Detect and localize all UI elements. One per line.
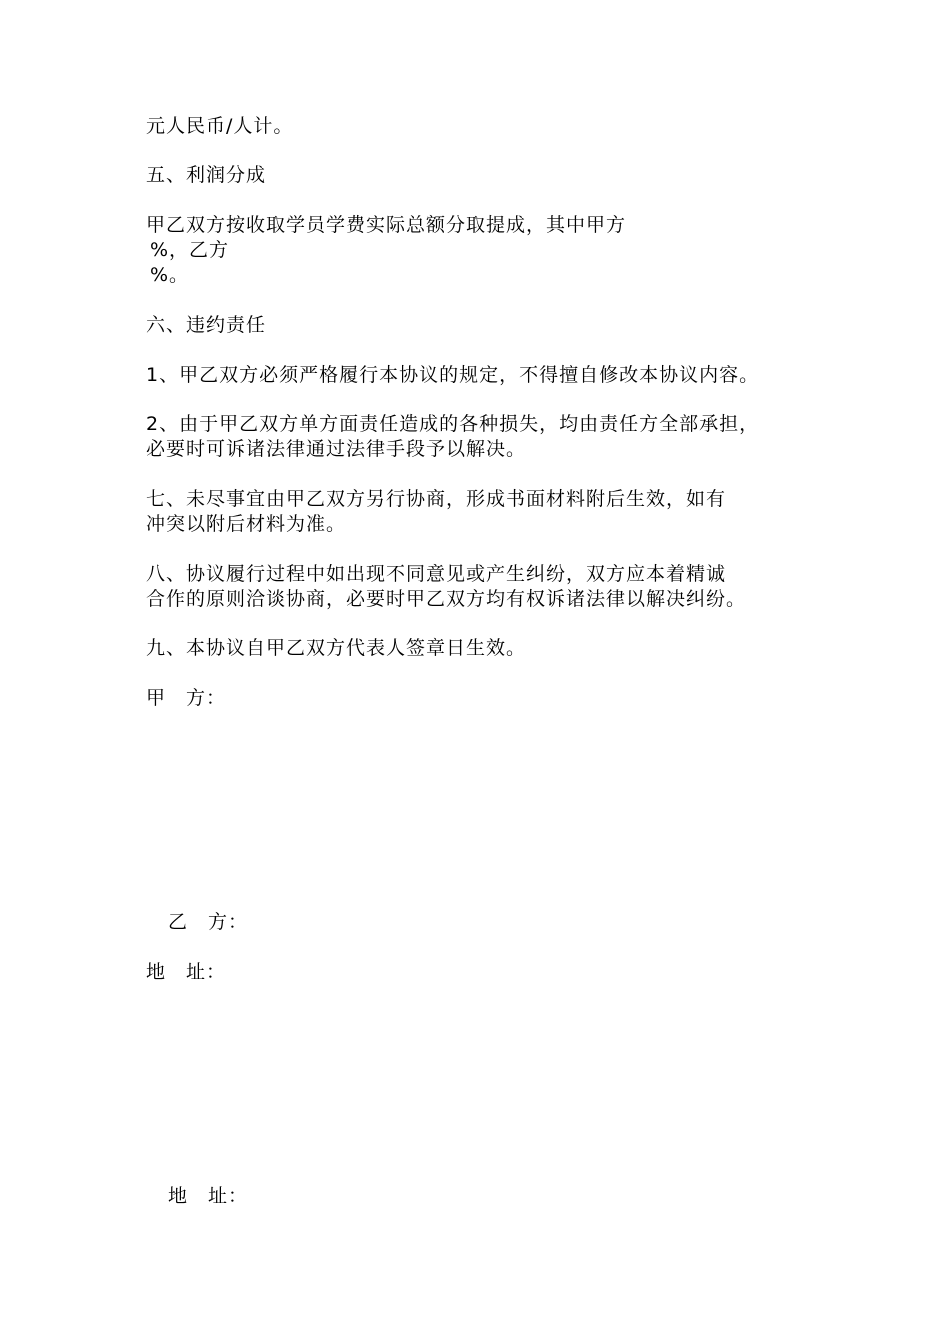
section-five-heading: 五、利润分成 — [146, 164, 267, 186]
fee-unit-line: 元人民币/人计。 — [146, 115, 294, 137]
liability-clause-2: 2、由于甲乙双方单方面责任造成的各种损失，均由责任方全部承担， — [146, 413, 760, 435]
party-a-address-label: 地 址： — [146, 961, 227, 983]
profit-share-end: %。 — [150, 264, 190, 286]
section-six-heading: 六、违约责任 — [146, 314, 267, 336]
liability-clause-1: 1、甲乙双方必须严格履行本协议的规定，不得擅自修改本协议内容。 — [146, 364, 760, 386]
section-eight: 八、协议履行过程中如出现不同意见或产生纠纷，双方应本着精诚 — [146, 563, 727, 585]
section-nine: 九、本协议自甲乙双方代表人签章日生效。 — [146, 637, 527, 659]
profit-share-party-b: %，乙方 — [150, 239, 230, 261]
section-seven: 七、未尽事宜由甲乙双方另行协商，形成书面材料附后生效，如有 — [146, 488, 727, 510]
party-b-address-label: 地 址： — [168, 1185, 249, 1207]
party-a-label: 甲 方： — [146, 687, 227, 709]
party-b-label: 乙 方： — [168, 911, 249, 933]
liability-clause-2-cont: 必要时可诉诸法律通过法律手段予以解决。 — [146, 438, 527, 460]
section-seven-cont: 冲突以附后材料为准。 — [146, 513, 347, 535]
section-eight-cont: 合作的原则洽谈协商，必要时甲乙双方均有权诉诸法律以解决纠纷。 — [146, 588, 747, 610]
profit-share-line: 甲乙双方按收取学员学费实际总额分取提成，其中甲方 — [146, 214, 627, 236]
